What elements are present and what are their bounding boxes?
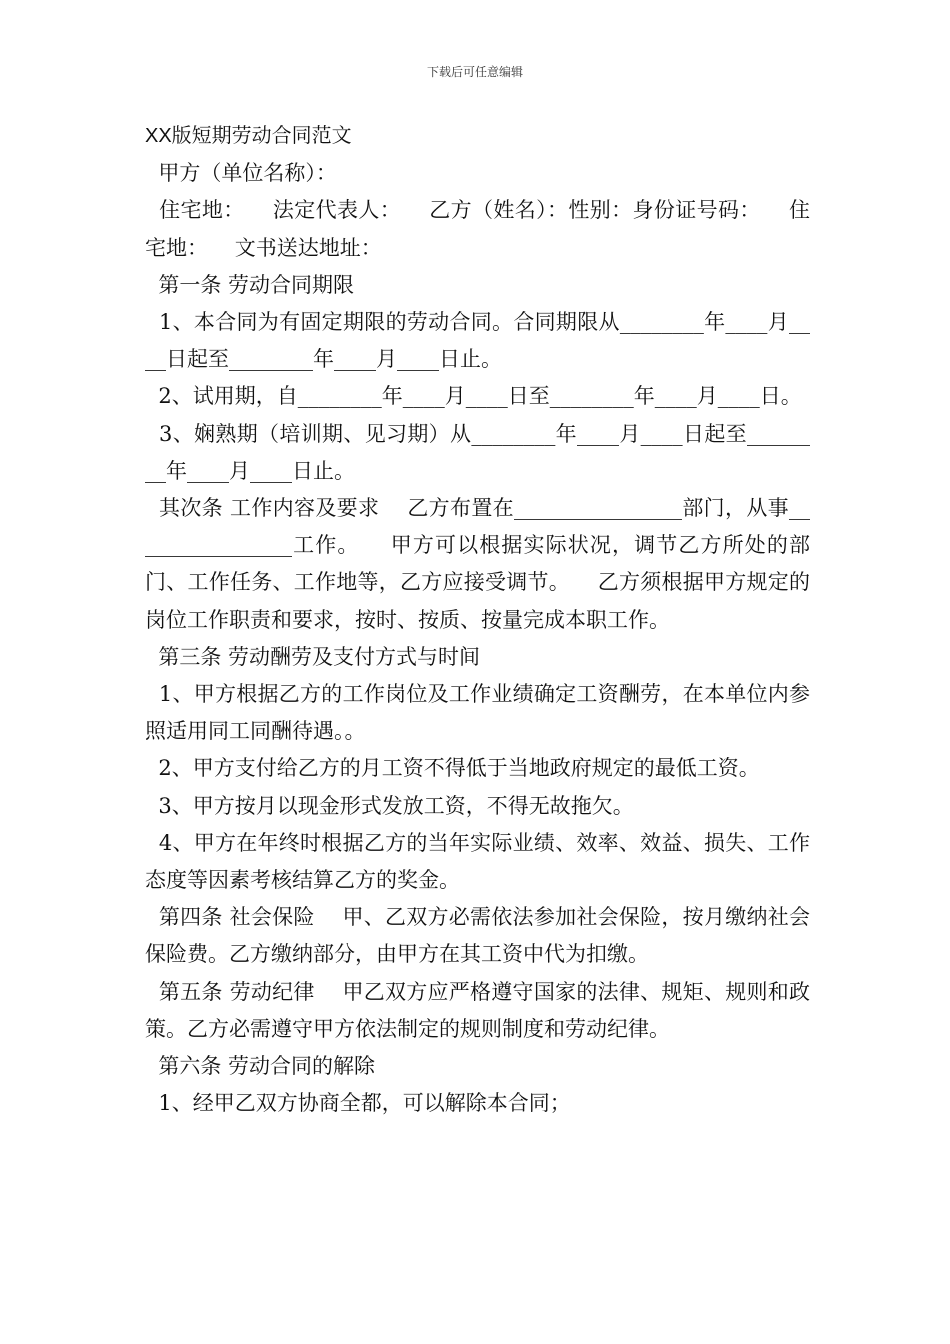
page-header-note: 下载后可任意编辑	[426, 65, 523, 79]
article-1-heading: 第一条 劳动合同期限	[145, 272, 355, 297]
article-3-heading: 第三条 劳动酬劳及支付方式与时间	[145, 644, 481, 669]
article-5: 第五条 劳动纪律 甲乙双方应严格遵守国家的法律、规矩、规则和政策。乙方必需遵守甲方依法制定的规则制度和劳动纪律。	[145, 979, 811, 1041]
article-6-heading: 第六条 劳动合同的解除	[145, 1054, 376, 1079]
article-4: 第四条 社会保险 甲、乙双方必需依法参加社会保险，按月缴纳社会保险费。乙方缴纳部分，由甲方在其工资中代为扣缴。	[145, 905, 811, 967]
article-1-clause-3: 3、娴熟期（培训期、见习期）从________年____月____日起至________年____月____日止。	[145, 421, 810, 483]
article-3-clause-2: 2、甲方支付给乙方的月工资不得低于当地政府规定的最低工资。	[145, 756, 760, 781]
party-info: 住宅地： 法定代表人： 乙方（姓名）：性别：身份证号码： 住宅地： 文书送达地址：	[145, 198, 810, 260]
article-3-clause-1: 1、甲方根据乙方的工作岗位及工作业绩确定工资酬劳，在本单位内参照适用同工同酬待遇。。	[145, 682, 810, 744]
article-1-clause-2: 2、试用期，自________年____月____日至________年____月____日。	[145, 384, 802, 409]
document-title: XX版短期劳动合同范文	[145, 125, 352, 147]
article-6-clause-1: 1、经甲乙双方协商全都，可以解除本合同；	[145, 1091, 571, 1116]
document-body	[145, 118, 810, 1122]
article-1-clause-1: 1、本合同为有固定期限的劳动合同。合同期限从________年____月____日起至________年____月____日止。	[145, 310, 811, 372]
party-a-name: 甲方（单位名称）：	[145, 161, 337, 186]
article-3-clause-4: 4、甲方在年终时根据乙方的当年实际业绩、效率、效益、损失、工作态度等因素考核结算乙方的奖金。	[145, 830, 810, 893]
article-3-clause-3: 3、甲方按月以现金形式发放工资，不得无故拖欠。	[145, 793, 634, 818]
article-2: 其次条 工作内容及要求 乙方布置在________________部门，从事________________工作。 甲方可以根据实际状况，调节乙方所处的部门、工作任务、工作地等，乙方应接受调节。 乙方须根据甲方规定的岗位工作职责和要求，按时、按质、按量完成本职工作。	[145, 496, 810, 632]
